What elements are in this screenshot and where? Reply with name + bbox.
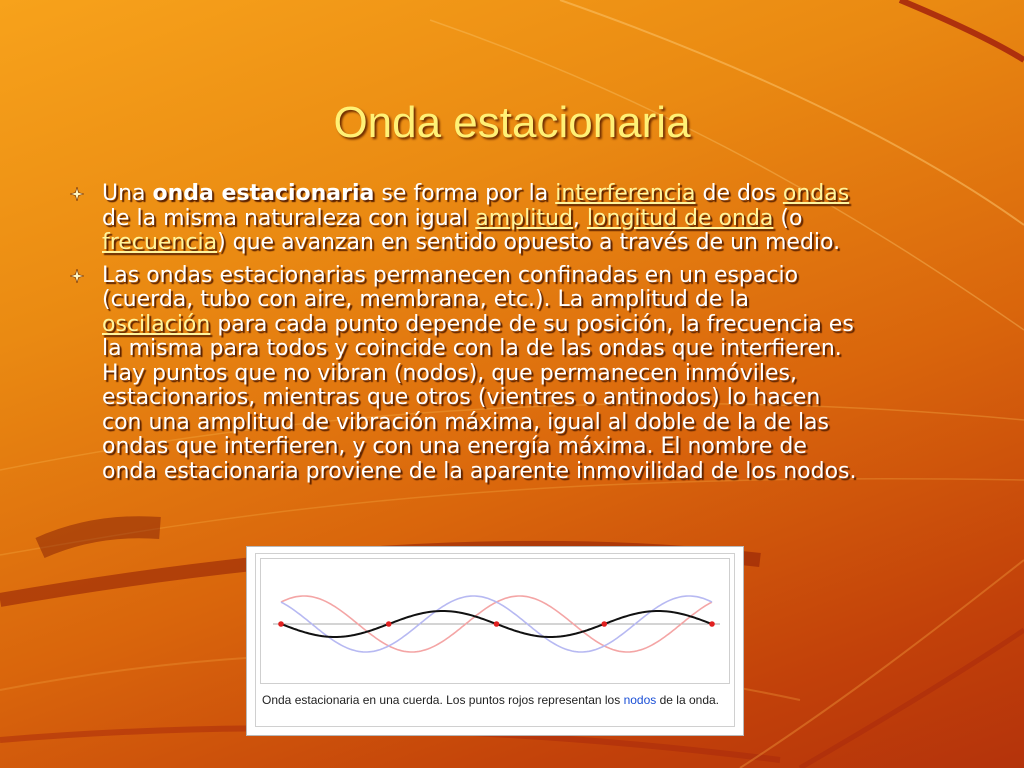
bullet-text-1	[102, 182, 862, 256]
bullet-text-plain: (o	[773, 205, 803, 231]
caption-text: Onda estacionaria en una cuerda. Los puntos rojos representan los	[262, 693, 624, 707]
standing-wave-plot	[261, 559, 729, 683]
bullet-text-plain: para cada punto depende de su posición, la frecuencia es la misma para todos y coincide con la de las ondas que interfieren. Hay puntos que no vibran (nodos), que permanecen inmóviles, estacionarios, mientras que otros (vientres o antinodos) lo hacen con una amplitud de vibración máxima, igual al doble de la de las ondas que interfieren, y con una energía máxima. El nombre de onda estacionaria proviene de la aparente inmovilidad de los nodos.	[102, 311, 857, 484]
wave-plot-frame	[260, 558, 730, 684]
node-point	[601, 621, 607, 627]
bullet-text-plain: Las ondas estacionarias permanecen confinadas en un espacio (cuerda, tubo con aire, membrana, etc.). La amplitud de la	[102, 262, 799, 312]
bullet-text-plain: Una	[102, 181, 153, 206]
figure-caption	[262, 690, 732, 710]
bullet-item	[62, 264, 862, 485]
link-frecuencia[interactable]: frecuencia	[102, 230, 218, 255]
link-interferencia[interactable]: interferencia	[555, 181, 696, 206]
node-point	[494, 621, 500, 627]
link-longitud-de-onda[interactable]: longitud de onda	[586, 205, 774, 231]
link-amplitud[interactable]: amplitud	[475, 205, 573, 231]
standing-wave-figure	[246, 546, 744, 736]
node-point	[386, 621, 392, 627]
bullet-list	[62, 182, 862, 492]
bullet-text-plain: de la misma naturaleza con igual	[102, 205, 476, 231]
link-ondas[interactable]: ondas	[782, 181, 850, 206]
link-oscilacion[interactable]: oscilación	[102, 311, 211, 337]
bullet-text-plain: se forma por la	[374, 181, 556, 206]
star-bullet-icon	[70, 269, 84, 283]
caption-text-end: de la onda.	[656, 693, 719, 707]
bullet-text-plain: de dos	[695, 181, 783, 206]
bullet-text-plain: ,	[572, 205, 587, 231]
bullet-text-plain: ) que avanzan en sentido opuesto a través de un medio.	[217, 230, 841, 255]
node-point	[709, 621, 715, 627]
star-bullet-icon	[70, 187, 84, 201]
slide-title: Onda estacionaria	[333, 98, 691, 147]
caption-link-nodos[interactable]: nodos	[623, 693, 657, 707]
node-point	[278, 621, 284, 627]
bullet-item	[62, 182, 862, 256]
figure-panel	[255, 553, 735, 727]
bullet-text-2	[102, 264, 862, 485]
term-onda-estacionaria: onda estacionaria	[152, 181, 375, 206]
